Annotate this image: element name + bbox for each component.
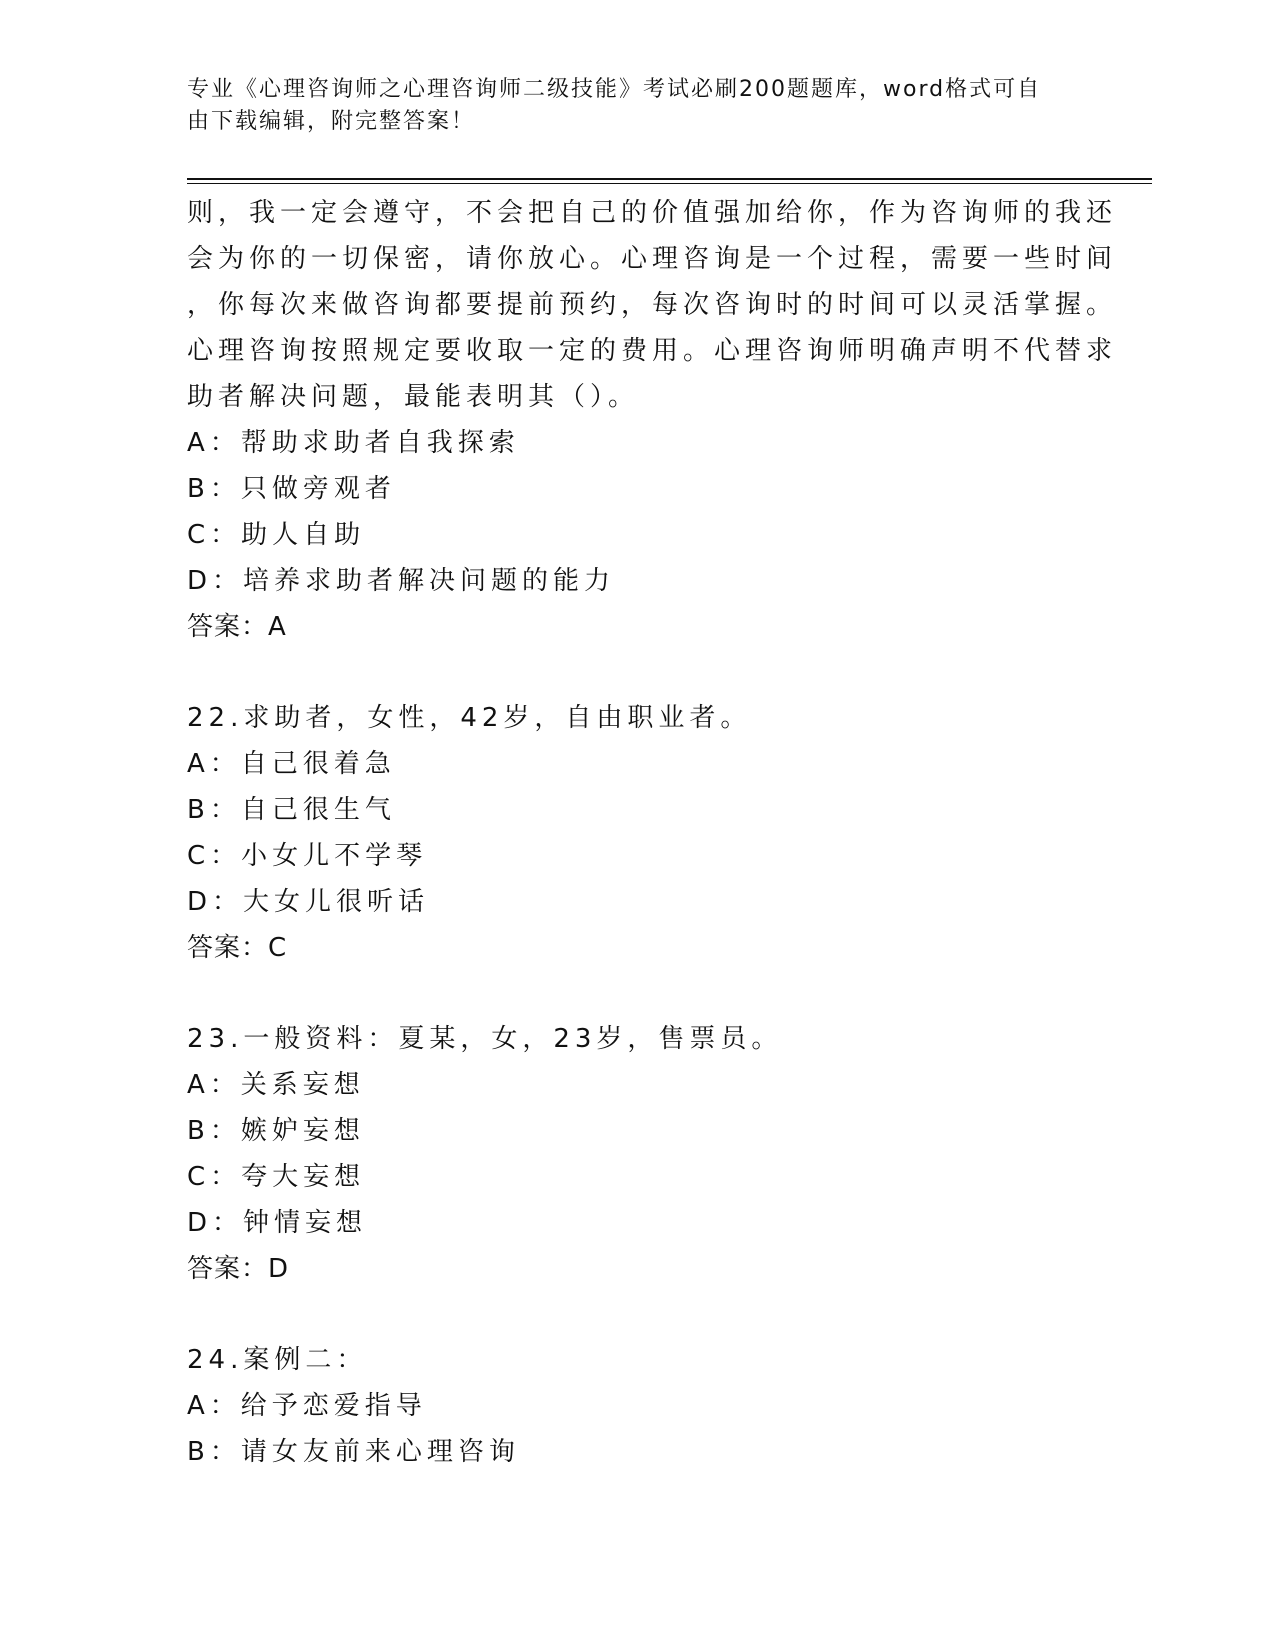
question-text-line: 会为你的一切保密，请你放心。心理咨询是一个过程，需要一些时间 [187,244,1118,274]
option-b: B：自己很生气 [187,795,396,825]
answer-line: 答案：A [187,612,287,642]
option-a: A：给予恋爱指导 [187,1391,427,1421]
option-a: A：自己很着急 [187,749,396,779]
answer-line: 答案：D [187,1254,290,1284]
header-rule-thin [187,183,1152,184]
option-d: D：钟情妄想 [187,1208,368,1238]
option-d: D：培养求助者解决问题的能力 [187,566,616,596]
option-b: B：只做旁观者 [187,474,396,504]
question-23 [187,1016,1067,1292]
option-d: D：大女儿很听话 [187,887,430,917]
option-b: B：嫉妒妄想 [187,1116,365,1146]
question-stem: 22.求助者，女性，42岁，自由职业者。 [187,703,752,733]
question-text-line: 心理咨询按照规定要收取一定的费用。心理咨询师明确声明不代替求 [187,336,1118,366]
option-c: C：小女儿不学琴 [187,841,428,871]
option-c: C：助人自助 [187,520,366,550]
option-c: C：夸大妄想 [187,1162,366,1192]
question-stem: 23.一般资料：夏某，女，23岁，售票员。 [187,1024,783,1054]
option-b: B：请女友前来心理咨询 [187,1437,520,1467]
question-content [187,190,1118,1475]
question-24 [187,1337,1067,1475]
question-22 [187,695,1067,971]
option-a: A：关系妄想 [187,1070,365,1100]
question-text-line: 则，我一定会遵守，不会把自己的价值强加给你，作为咨询师的我还 [187,198,1118,228]
question-21-continuation [187,190,1118,650]
question-gap [187,650,1067,695]
answer-line: 答案：C [187,933,288,963]
header-line-2: 由下载编辑，附完整答案！ [187,109,476,134]
header-rule-thick [187,178,1152,180]
question-stem: 24.案例二： [187,1345,368,1375]
question-gap [187,971,1067,1016]
option-a: A：帮助求助者自我探索 [187,428,520,458]
question-text-line: 助者解决问题，最能表明其（）。 [187,382,640,412]
question-text-line: ，你每次来做咨询都要提前预约，每次咨询时的时间可以灵活掌握。 [187,290,1118,320]
page-header [187,74,1067,138]
header-line-1: 专业《心理咨询师之心理咨询师二级技能》考试必刷200题题库，word格式可自 [187,77,1042,102]
question-gap [187,1292,1067,1337]
